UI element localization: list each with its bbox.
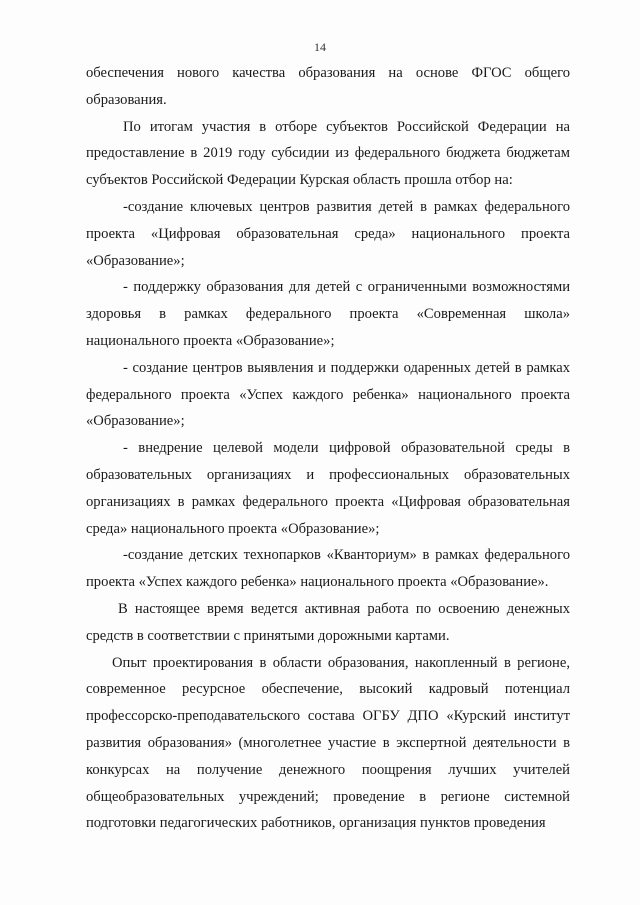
- list-item-kvantorium-technoparks: -создание детских технопарков «Кванториум» в рамках федерального проекта «Успех каждого ребенка» национального проекта «Образование».: [86, 547, 570, 591]
- page-number: 14: [314, 40, 326, 54]
- paragraph-continuation: обеспечения нового качества образования на основе ФГОС общего образования.: [86, 65, 570, 108]
- paragraph-selection-results: По итогам участия в отборе субъектов Российской Федерации на предоставление в 2019 году субсидии из федерального бюджета бюджетам субъектов Российской Федерации Курская область прошла отбор на:: [86, 118, 570, 189]
- list-item-digital-environment-model: - внедрение целевой модели цифровой образовательной среды в образовательных организациях и профессиональных образовательных организациях в рамках федерального проекта «Цифровая образовательная среда» национального проекта «Образование»;: [86, 440, 570, 537]
- list-item-key-centers: -создание ключевых центров развития детей в рамках федерального проекта «Цифровая образовательная среда» национального проекта «Образование»;: [86, 198, 570, 269]
- paragraph-current-work: В настоящее время ведется активная работа по освоению денежных средств в соответствии с принятыми дорожными картами.: [86, 600, 570, 644]
- list-item-gifted-children-centers: - создание центров выявления и поддержки одаренных детей в рамках федерального проекта «Успех каждого ребенка» национального проекта «Образование»;: [86, 359, 570, 430]
- list-item-special-needs-support: - поддержку образования для детей с ограниченными возможностями здоровья в рамках федерального проекта «Современная школа» национального проекта «Образование»;: [86, 279, 570, 349]
- paragraph-design-experience: Опыт проектирования в области образования, накопленный в регионе, современное ресурсное обеспечение, высокий кадровый потенциал профессорско-преподавательского состава ОГБУ ДПО «Курский институт развития образования» (многолетнее участие в экспертной деятельности в конкурсах на получение денежного поощрения лучших учителей общеобразовательных учреждений; проведение в регионе системной подготовки педагогических работников, организация пунктов проведения: [86, 654, 570, 832]
- document-body: [86, 60, 570, 837]
